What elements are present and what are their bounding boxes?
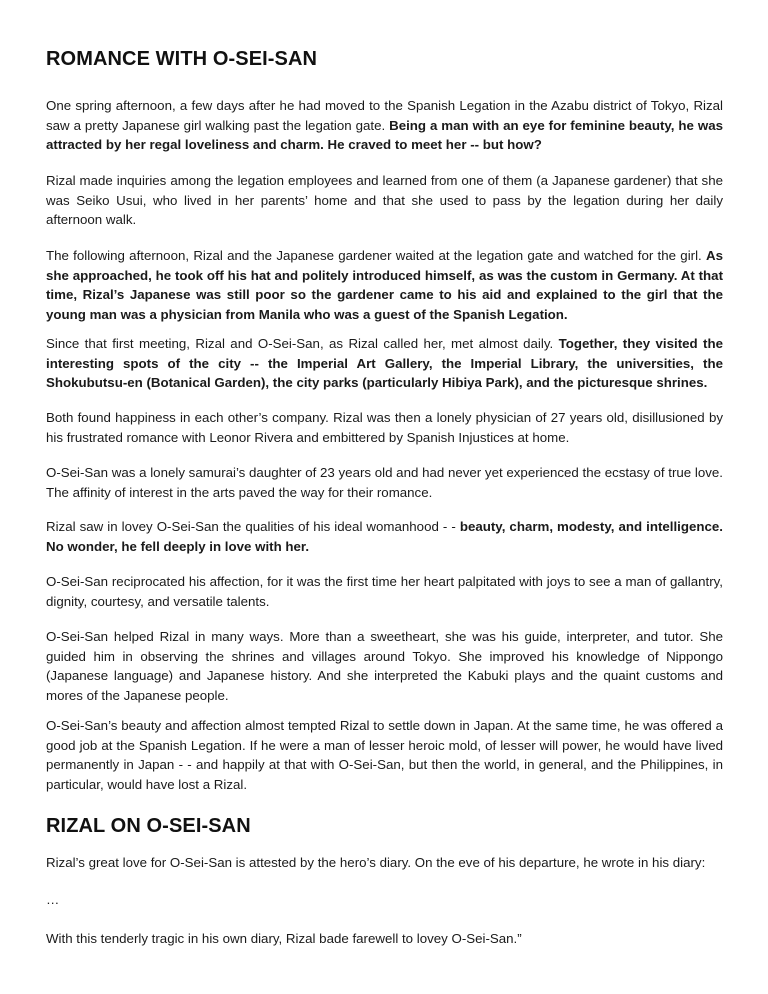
paragraph-5	[46, 408, 723, 447]
paragraph-text: O-Sei-San reciprocated his affection, for it was the first time her heart palpitated with joys to see a man of gallantry, dignity, courtesy, and versatile talents.	[46, 574, 723, 609]
paragraph-text: Rizal’s great love for O-Sei-San is attested by the hero’s diary. On the eve of his departure, he wrote in his diary:	[46, 855, 706, 870]
paragraph-6	[46, 463, 723, 502]
section-heading-romance: ROMANCE WITH O-SEI-SAN	[46, 48, 318, 70]
paragraph-7	[46, 517, 723, 556]
paragraph-text: With this tenderly tragic in his own diary, Rizal bade farewell to lovey O-Sei-San.”	[46, 931, 522, 946]
section-heading-rizal-on-o-sei-san: RIZAL ON O-SEI-SAN	[46, 815, 251, 837]
paragraph-12	[46, 929, 723, 949]
paragraph-text: Both found happiness in each other’s company. Rizal was then a lonely physician of 27 years old, disillusioned by his frustrated romance with Leonor Rivera and embittered by Spanish Injustices at home.	[46, 410, 723, 445]
paragraph-bold-text: Being a man with an eye for feminine beauty, he was attracted by her regal loveliness and charm. He craved to meet her -- but how?	[46, 117, 723, 152]
paragraph-11	[46, 853, 723, 873]
paragraph-text: O-Sei-San helped Rizal in many ways. More than a sweetheart, she was his guide, interpreter, and tutor. She guided him in observing the shrines and villages around Tokyo. She improved his knowledge of Nippongo (Japanese language) and Japanese history. And she interpreted the Kabuki plays and the quaint customs and mores of the Japanese people.	[46, 629, 723, 703]
paragraph-text: One spring afternoon, a few days after he had moved to the Spanish Legation in the Azabu district of Tokyo, Rizal saw a pretty Japanese girl walking past the legation gate.	[46, 98, 723, 133]
paragraph-4	[46, 334, 723, 393]
paragraph-text: Rizal made inquiries among the legation employees and learned from one of them (a Japanese gardener) that she was Seiko Usui, who lived in her parents’ home and that she used to pass by the legation during her daily afternoon walk.	[46, 173, 723, 227]
paragraph-3	[46, 246, 723, 324]
paragraph-2	[46, 171, 723, 230]
paragraph-bold-text: beauty, charm, modesty, and intelligence. No wonder, he fell deeply in love with her.	[46, 519, 723, 554]
paragraph-bold-text: As she approached, he took off his hat and politely introduced himself, as was the custom in Germany. At that time, Rizal’s Japanese was still poor so the gardener came to his aid and explained to the girl that the young man was a physician from Manila who was a guest of the Spanish Legation.	[46, 248, 723, 322]
paragraph-text: Rizal saw in lovey O-Sei-San the qualities of his ideal womanhood - -	[46, 519, 460, 534]
ellipsis-line	[46, 890, 723, 910]
paragraph-text: The following afternoon, Rizal and the Japanese gardener waited at the legation gate and watched for the girl.	[46, 248, 706, 263]
paragraph-text: Since that first meeting, Rizal and O-Sei-San, as Rizal called her, met almost daily.	[46, 336, 559, 351]
paragraph-text: O-Sei-San’s beauty and affection almost tempted Rizal to settle down in Japan. At the same time, he was offered a good job at the Spanish Legation. If he were a man of lesser heroic mold, of lesser will power, he would have lived permanently in Japan - - and happily at that with O-Sei-San, but then the world, in general, and the Philippines, in particular, would have lost a Rizal.	[46, 718, 723, 792]
paragraph-bold-text: Together, they visited the interesting spots of the city -- the Imperial Art Gallery, the Imperial Library, the universities, the Shokubutsu-en (Botanical Garden), the city parks (particularly Hibiya Park), and the picturesque shrines.	[46, 336, 723, 390]
paragraph-text: O-Sei-San was a lonely samurai’s daughter of 23 years old and had never yet experienced the ecstasy of true love. The affinity of interest in the arts paved the way for their romance.	[46, 465, 723, 500]
paragraph-text: …	[46, 892, 60, 907]
paragraph-9	[46, 627, 723, 705]
paragraph-1	[46, 96, 723, 155]
paragraph-8	[46, 572, 723, 611]
paragraph-10	[46, 716, 723, 794]
